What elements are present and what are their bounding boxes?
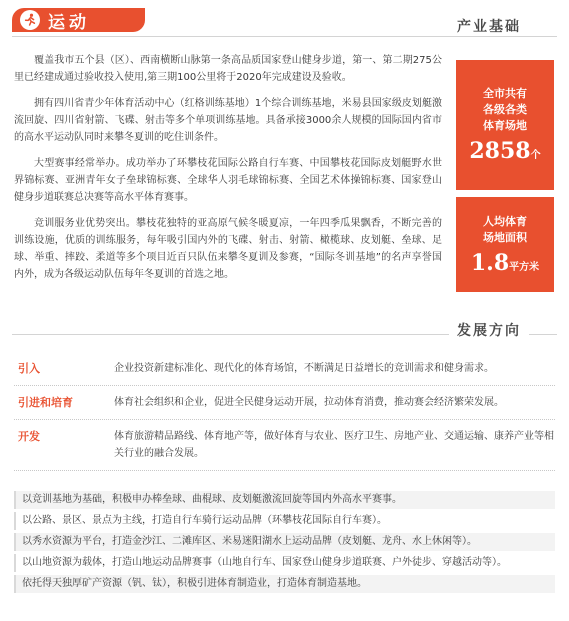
stat-value [469,138,540,164]
stat-number: 2858 [469,138,531,164]
direction-table [14,352,555,471]
direction-row [14,352,555,386]
stat-unit: 个 [530,150,541,161]
direction-row [14,420,555,471]
direction-text: 企业投资新建标准化、现代化的体育场馆，不断满足日益增长的竞训需求和健身需求。 [114,363,494,374]
list-item: 以公路、景区、景点为主线，打造自行车骑行运动品牌（环攀枝花国际自行车赛）。 [14,512,555,530]
list-item: 以秀水资源为平台，打造金沙江、二滩库区、米易迷阳湖水上运动品牌（皮划艇、龙舟、水上休闲等）。 [14,533,555,551]
header-divider [12,36,557,37]
list-item: 以山地资源为载体，打造山地运动品牌赛事（山地自行车、国家登山健身步道联赛、户外徒步、穿越活动等）。 [14,554,555,572]
development-header [12,318,557,342]
stat-label: 体育场地 [483,119,527,132]
intro-paragraph-4: 竞训服务业优势突出。攀枝花独特的亚高原气候冬暖夏凉，一年四季瓜果飘香，不断完善的训练设施，优质的训练服务，每年吸引国内外的飞碟、射击、射箭、橄榄球、皮划艇、垒球、足球、举重、摔跤、柔道等多个项目近百只队伍来攀冬夏训及参赛，“国际冬训基地”的名声享誉国内外，成为各级运动队伍每年冬夏训的首选之地。 [14,218,442,280]
stat-number: 1.8 [470,249,510,276]
intro-paragraph-3: 大型赛事经常举办。成功举办了环攀枝花国际公路自行车赛、中国攀枝花国际皮划艇野水世界锦标赛、亚洲青年女子垒球锦标赛、全球华人羽毛球锦标赛、全国艺术体操锦标赛、国家登山健身步道联赛总决赛等高水平体育赛事。 [14,158,442,203]
intro-paragraph-2: 拥有四川省青少年体育活动中心（红格训练基地）1个综合训练基地，米易县国家级皮划艇激流回旋、四川省射箭、飞碟、射击等多个单项训练基地。具备承接3000余人规模的国际国内省市的高水平运动队同时来攀冬夏训的吃住训条件。 [14,98,442,143]
stat-unit: 平方米 [509,261,540,273]
direction-text: 体育社会组织和企业，促进全民健身运动开展，拉动体育消费，推动赛会经济繁荣发展。 [114,397,504,408]
section-title-industry-base: 产业基础 [449,16,529,36]
direction-label: 引进和培育 [18,396,73,409]
stat-card-venues [456,60,554,190]
direction-label: 开发 [18,430,40,443]
direction-text: 体育旅游精品路线、体育地产等，做好体育与农业、医疗卫生、房地产业、交通运输、康养产业等相关行业的融合发展。 [114,431,554,459]
direction-row [14,386,555,420]
stat-label: 各级各类 [483,103,527,116]
running-person-icon [20,10,40,30]
page-title: 运动 [48,12,90,33]
list-item: 以竞训基地为基础，积极申办棒垒球、曲棍球、皮划艇激流回旋等国内外高水平赛事。 [14,491,555,509]
header [0,0,569,40]
stat-label: 场地面积 [483,230,527,244]
stat-label: 人均体育 [483,214,527,228]
section-title-development: 发展方向 [449,320,529,340]
intro-text [14,52,442,292]
list-item: 依托得天独厚矿产资源（钒、钛），积极引进体育制造业，打造体育制造基地。 [14,575,555,593]
direction-label: 引入 [18,362,40,375]
section-badge [12,8,145,32]
stat-label: 全市共有 [483,87,527,100]
stat-value [471,250,539,276]
plan-list [14,491,555,596]
stat-card-area-per-capita [456,197,554,292]
intro-paragraph-1: 覆盖我市五个县（区）、西南横断山脉第一条高品质国家登山健身步道，第一、第二期275公里已经建成通过验收投入使用,第三期100公里将于2020年完成建设及验收。 [14,55,442,83]
